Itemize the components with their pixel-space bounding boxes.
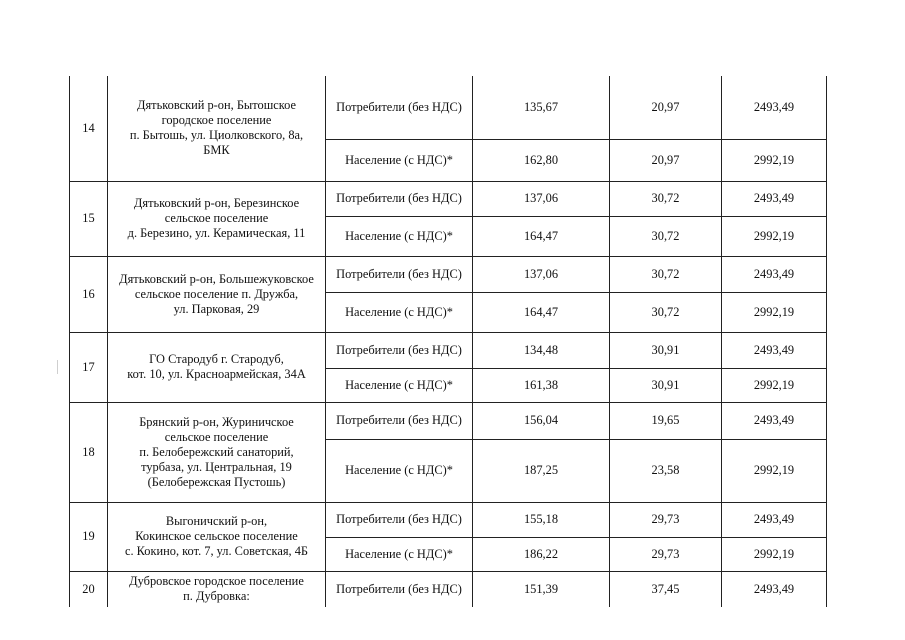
table-row [70, 402, 827, 439]
address-line: п. Белобережский санаторий, [139, 444, 294, 459]
tariff-value-3: 2992,19 [722, 292, 827, 332]
tariff-value-3: 2992,19 [722, 439, 827, 502]
row-number: 19 [70, 502, 108, 571]
address-line: кот. 10, ул. Красноармейская, 34А [127, 367, 306, 381]
tariff-value-1: 151,39 [473, 571, 610, 607]
tariff-value-1: 187,25 [473, 439, 610, 502]
address-line: БМК [203, 143, 230, 158]
population-category: Население (с НДС)* [326, 368, 473, 402]
tariff-value-2: 30,72 [610, 181, 722, 216]
tariff-value-1: 164,47 [473, 216, 610, 256]
address-cell [108, 76, 326, 181]
tariff-value-1: 137,06 [473, 181, 610, 216]
tariff-table-body [70, 76, 827, 607]
tariff-table [69, 76, 827, 607]
tariff-value-2: 23,58 [610, 439, 722, 502]
address-line: (Белобережская Пустошь) [147, 474, 286, 489]
consumer-category: Потребители (без НДС) [326, 502, 473, 537]
tariff-value-1: 164,47 [473, 292, 610, 332]
address-line: Дятьковский р-он, Бытошское [137, 98, 296, 113]
table-row [70, 181, 827, 216]
row-number: 16 [70, 256, 108, 332]
tariff-value-2: 30,91 [610, 332, 722, 368]
population-category: Население (с НДС)* [326, 139, 473, 181]
tariff-value-2: 19,65 [610, 402, 722, 439]
address-line: Брянский р-он, Журиничское [139, 414, 294, 429]
scan-artifact [57, 360, 58, 374]
row-number: 17 [70, 332, 108, 402]
address-line: Кокинское сельское поселение [135, 529, 298, 543]
address-cell [108, 181, 326, 256]
table-row [70, 256, 827, 292]
tariff-value-2: 30,91 [610, 368, 722, 402]
tariff-value-1: 137,06 [473, 256, 610, 292]
tariff-value-3: 2992,19 [722, 368, 827, 402]
tariff-value-3: 2992,19 [722, 537, 827, 571]
address-line: сельское поселение [164, 429, 269, 444]
population-category: Население (с НДС)* [326, 292, 473, 332]
table-row [70, 76, 827, 139]
tariff-value-2: 20,97 [610, 139, 722, 181]
tariff-value-3: 2493,49 [722, 76, 827, 139]
tariff-value-1: 134,48 [473, 332, 610, 368]
tariff-value-1: 155,18 [473, 502, 610, 537]
address-cell [108, 502, 326, 571]
consumer-category: Потребители (без НДС) [326, 76, 473, 139]
row-number: 15 [70, 181, 108, 256]
address-line: п. Бытошь, ул. Циолковского, 8а, [129, 128, 304, 143]
address-line: сельское поселение [164, 211, 269, 225]
tariff-value-2: 37,45 [610, 571, 722, 607]
address-line: городское поселение [161, 113, 272, 128]
tariff-value-3: 2992,19 [722, 216, 827, 256]
tariff-value-2: 29,73 [610, 502, 722, 537]
row-number: 20 [70, 571, 108, 607]
address-cell [108, 402, 326, 502]
address-line: ул. Парковая, 29 [173, 301, 260, 316]
tariff-value-3: 2493,49 [722, 402, 827, 439]
tariff-value-1: 135,67 [473, 76, 610, 139]
address-line: Дятьковский р-он, Березинское [133, 196, 300, 210]
address-line: д. Березино, ул. Керамическая, 11 [127, 226, 306, 240]
consumer-category: Потребители (без НДС) [326, 571, 473, 607]
address-line: ГО Стародуб г. Стародуб, [149, 352, 284, 366]
tariff-value-2: 30,72 [610, 256, 722, 292]
tariff-value-2: 20,97 [610, 76, 722, 139]
consumer-category: Потребители (без НДС) [326, 402, 473, 439]
tariff-value-3: 2493,49 [722, 181, 827, 216]
tariff-value-1: 156,04 [473, 402, 610, 439]
tariff-value-2: 30,72 [610, 292, 722, 332]
table-row [70, 502, 827, 537]
tariff-value-1: 161,38 [473, 368, 610, 402]
tariff-value-2: 30,72 [610, 216, 722, 256]
consumer-category: Потребители (без НДС) [326, 332, 473, 368]
address-line: с. Кокино, кот. 7, ул. Советская, 4Б [124, 544, 309, 558]
address-cell [108, 571, 326, 607]
address-cell [108, 256, 326, 332]
consumer-category: Потребители (без НДС) [326, 181, 473, 216]
population-category: Население (с НДС)* [326, 439, 473, 502]
tariff-value-3: 2493,49 [722, 571, 827, 607]
table-row [70, 571, 827, 607]
tariff-value-3: 2493,49 [722, 502, 827, 537]
consumer-category: Потребители (без НДС) [326, 256, 473, 292]
tariff-value-1: 162,80 [473, 139, 610, 181]
address-line: Дятьковский р-он, Большежуковское [119, 271, 314, 286]
tariff-value-1: 186,22 [473, 537, 610, 571]
tariff-value-3: 2992,19 [722, 139, 827, 181]
address-line: турбаза, ул. Центральная, 19 [141, 459, 292, 474]
population-category: Население (с НДС)* [326, 537, 473, 571]
tariff-value-3: 2493,49 [722, 256, 827, 292]
table-row [70, 332, 827, 368]
tariff-value-2: 29,73 [610, 537, 722, 571]
tariff-value-3: 2493,49 [722, 332, 827, 368]
row-number: 14 [70, 76, 108, 181]
address-line: Выгоничский р-он, [165, 514, 268, 528]
address-cell [108, 332, 326, 402]
population-category: Население (с НДС)* [326, 216, 473, 256]
row-number: 18 [70, 402, 108, 502]
address-line: сельское поселение п. Дружба, [134, 286, 299, 301]
address-line: Дубровское городское поселение [129, 574, 304, 589]
address-line: п. Дубровка: [183, 589, 250, 604]
